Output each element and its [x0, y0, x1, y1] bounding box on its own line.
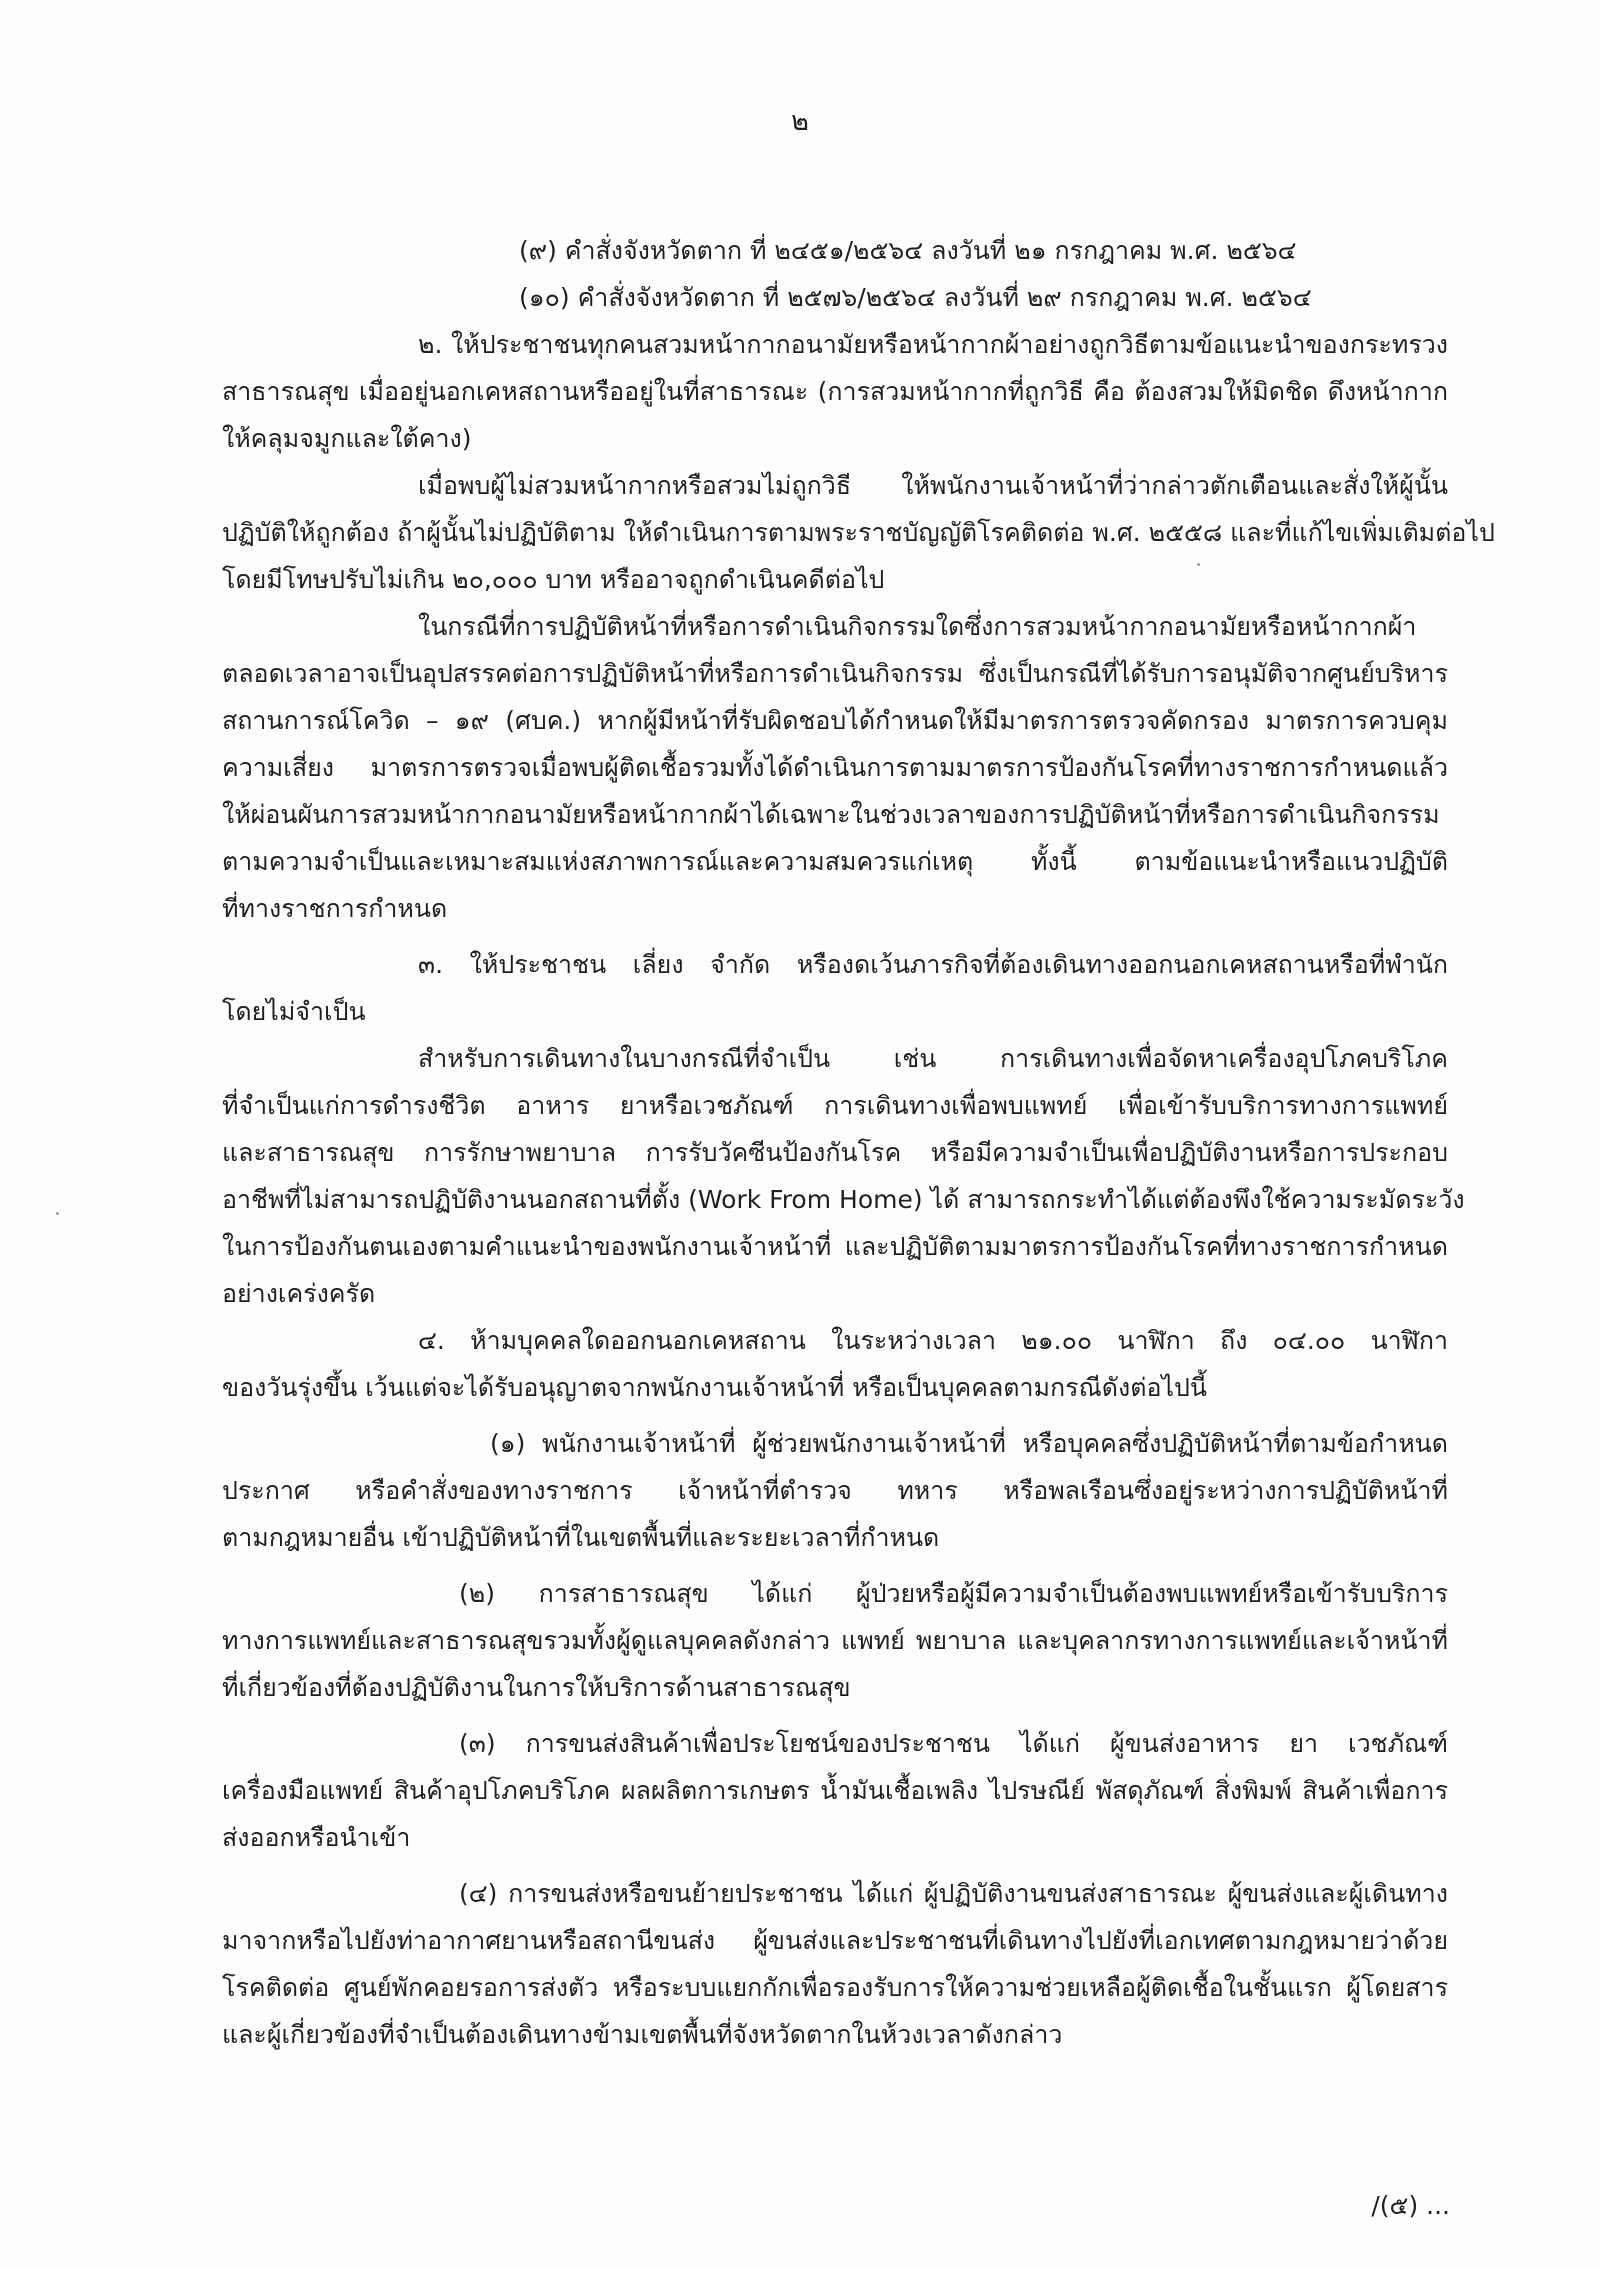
section-4-item-4-line-2: มาจากหรือไปยังท่าอากาศยานหรือสถานีขนส่ง ผู้ขนส่งและประชาชนที่เดินทางไปยังที่เอกเทศตามกฎหมายว่าด้วย — [222, 1926, 1448, 1955]
section-2-para-3-line-6: ตามความจำเป็นและเหมาะสมแห่งสภาพการณ์และความสมควรแก่เหตุ ทั้งนี้ ตามข้อแนะนำหรือแนวปฏิบัติ — [222, 847, 1448, 876]
section-3-line-2: โดยไม่จำเป็น — [222, 997, 366, 1026]
section-4-item-4-line-3: โรคติดต่อ ศูนย์พักคอยรอการส่งตัว หรือระบบแยกกักเพื่อรองรับการให้ความช่วยเหลือผู้ติดเชื้อในชั้นแรก ผู้โดยสาร — [222, 1973, 1448, 2002]
section-2-line-2: สาธารณสุข เมื่ออยู่นอกเคหสถานหรืออยู่ในที่สาธารณะ (การสวมหน้ากากที่ถูกวิธี คือ ต้องสวมให้มิดชิด ดึงหน้ากาก — [222, 377, 1448, 406]
section-2-line-3: ให้คลุมจมูกและใต้คาง) — [222, 424, 472, 453]
section-4-item-3-line-1: (๓) การขนส่งสินค้าเพื่อประโยชน์ของประชาชน ได้แก่ ผู้ขนส่งอาหาร ยา เวชภัณฑ์ — [459, 1729, 1448, 1758]
section-2-para-3-line-2: ตลอดเวลาอาจเป็นอุปสรรคต่อการปฏิบัติหน้าที่หรือการดำเนินกิจกรรม ซึ่งเป็นกรณีที่ได้รับการอนุมัติจากศูนย์บริหาร — [222, 659, 1448, 688]
section-4-item-4-line-4: และผู้เกี่ยวข้องที่จำเป็นต้องเดินทางข้ามเขตพื้นที่จังหวัดตากในห้วงเวลาดังกล่าว — [222, 2020, 1063, 2049]
scan-speck — [1197, 563, 1200, 566]
section-2-para-3-line-5: ให้ผ่อนผันการสวมหน้ากากอนามัยหรือหน้ากากผ้าได้เฉพาะในช่วงเวลาของการปฏิบัติหน้าที่หรือการดำเนินกิจกรรม — [222, 800, 1440, 829]
page-number: ๒ — [791, 106, 809, 137]
section-3-line-1: ๓. ให้ประชาชน เลี่ยง จำกัด หรืองดเว้นภารกิจที่ต้องเดินทางออกนอกเคหสถานหรือที่พำนัก — [418, 950, 1448, 979]
section-4-item-3-line-3: ส่งออกหรือนำเข้า — [222, 1823, 411, 1852]
scan-speck — [56, 1212, 59, 1215]
section-4-line-1: ๔. ห้ามบุคคลใดออกนอกเคหสถาน ในระหว่างเวลา ๒๑.๐๐ นาฬิกา ถึง ๐๔.๐๐ นาฬิกา — [418, 1326, 1448, 1355]
section-4-item-4-line-1: (๔) การขนส่งหรือขนย้ายประชาชน ได้แก่ ผู้ปฏิบัติงานขนส่งสาธารณะ ผู้ขนส่งและผู้เดินทาง — [459, 1879, 1448, 1908]
section-2-line-1: ๒. ให้ประชาชนทุกคนสวมหน้ากากอนามัยหรือหน้ากากผ้าอย่างถูกวิธีตามข้อแนะนำของกระทรวง — [418, 330, 1448, 359]
section-4-line-2: ของวันรุ่งขึ้น เว้นแต่จะได้รับอนุญาตจากพนักงานเจ้าหน้าที่ หรือเป็นบุคคลตามกรณีดังต่อไปนี้ — [222, 1373, 1208, 1402]
section-2-para-3-line-3: สถานการณ์โควิด – ๑๙ (ศบค.) หากผู้มีหน้าที่รับผิดชอบได้กำหนดให้มีมาตรการตรวจคัดกรอง มาตรการควบคุม — [222, 706, 1448, 735]
section-4-item-1-line-3: ตามกฎหมายอื่น เข้าปฏิบัติหน้าที่ในเขตพื้นที่และระยะเวลาที่กำหนด — [222, 1523, 940, 1552]
section-4-item-2-line-2: ทางการแพทย์และสาธารณสุขรวมทั้งผู้ดูแลบุคคลดังกล่าว แพทย์ พยาบาล และบุคลากรทางการแพทย์และเจ้าหน้าที่ — [222, 1626, 1448, 1655]
section-3-para-2-line-1: สำหรับการเดินทางในบางกรณีที่จำเป็น เช่น การเดินทางเพื่อจัดหาเครื่องอุปโภคบริโภค — [418, 1044, 1448, 1073]
section-2-para-2-line-2: ปฏิบัติให้ถูกต้อง ถ้าผู้นั้นไม่ปฏิบัติตาม ให้ดำเนินการตามพระราชบัญญัติโรคติดต่อ พ.ศ. ๒๕๕๘ และที่แก้ไขเพิ่มเติมต่อไป — [222, 518, 1495, 547]
section-3-para-2-line-2: ที่จำเป็นแก่การดำรงชีวิต อาหาร ยาหรือเวชภัณฑ์ การเดินทางเพื่อพบแพทย์ เพื่อเข้ารับบริการทางการแพทย์ — [222, 1091, 1448, 1120]
section-2-para-3-line-7: ที่ทางราชการกำหนด — [222, 894, 448, 923]
section-4-item-2-line-3: ที่เกี่ยวข้องที่ต้องปฏิบัติงานในการให้บริการด้านสาธารณสุข — [222, 1673, 851, 1702]
section-4-item-1-line-2: ประกาศ หรือคำสั่งของทางราชการ เจ้าหน้าที่ตำรวจ ทหาร หรือพลเรือนซึ่งอยู่ระหว่างการปฏิบัติหน้าที่ — [222, 1476, 1448, 1505]
section-2-para-3-line-1: ในกรณีที่การปฏิบัติหน้าที่หรือการดำเนินกิจกรรมใดซึ่งการสวมหน้ากากอนามัยหรือหน้ากากผ้า — [418, 612, 1417, 641]
section-4-item-2-line-1: (๒) การสาธารณสุข ได้แก่ ผู้ป่วยหรือผู้มีความจำเป็นต้องพบแพทย์หรือเข้ารับบริการ — [459, 1579, 1448, 1608]
continued-next-page-marker: /(๕) ... — [1371, 2191, 1450, 2220]
section-2-para-3-line-4: ความเสี่ยง มาตรการตรวจเมื่อพบผู้ติดเชื้อรวมทั้งได้ดำเนินการตามมาตรการป้องกันโรคที่ทางราชการกำหนดแล้ว — [222, 753, 1448, 782]
reference-item-10: (๑๐) คำสั่งจังหวัดตาก ที่ ๒๕๗๖/๒๕๖๔ ลงวันที่ ๒๙ กรกฎาคม พ.ศ. ๒๕๖๔ — [519, 283, 1312, 312]
section-3-para-2-line-6: อย่างเคร่งครัด — [222, 1279, 376, 1308]
section-4-item-3-line-2: เครื่องมือแพทย์ สินค้าอุปโภคบริโภค ผลผลิตการเกษตร น้ำมันเชื้อเพลิง ไปรษณีย์ พัสดุภัณฑ์ สิ่งพิมพ์ สินค้าเพื่อการ — [222, 1776, 1448, 1805]
reference-item-9: (๙) คำสั่งจังหวัดตาก ที่ ๒๔๕๑/๒๕๖๔ ลงวันที่ ๒๑ กรกฎาคม พ.ศ. ๒๕๖๔ — [519, 236, 1297, 265]
section-3-para-2-line-5: ในการป้องกันตนเองตามคำแนะนำของพนักงานเจ้าหน้าที่ และปฏิบัติตามมาตรการป้องกันโรคที่ทางราชการกำหนด — [222, 1232, 1448, 1261]
section-2-para-2-line-1: เมื่อพบผู้ไม่สวมหน้ากากหรือสวมไม่ถูกวิธี ให้พนักงานเจ้าหน้าที่ว่ากล่าวตักเตือนและสั่งให้ผู้นั้น — [418, 471, 1448, 500]
section-2-para-2-line-3: โดยมีโทษปรับไม่เกิน ๒๐,๐๐๐ บาท หรืออาจถูกดำเนินคดีต่อไป — [222, 565, 885, 594]
section-3-para-2-line-3: และสาธารณสุข การรักษาพยาบาล การรับวัคซีนป้องกันโรค หรือมีความจำเป็นเพื่อปฏิบัติงานหรือการประกอบ — [222, 1138, 1448, 1167]
section-3-para-2-line-4: อาชีพที่ไม่สามารถปฏิบัติงานนอกสถานที่ตั้ง (Work From Home) ได้ สามารถกระทำได้แต่ต้องพึงใช้ความระมัดระวัง — [222, 1185, 1465, 1214]
section-4-item-1-line-1: (๑) พนักงานเจ้าหน้าที่ ผู้ช่วยพนักงานเจ้าหน้าที่ หรือบุคคลซึ่งปฏิบัติหน้าที่ตามข้อกำหนด — [490, 1429, 1448, 1458]
